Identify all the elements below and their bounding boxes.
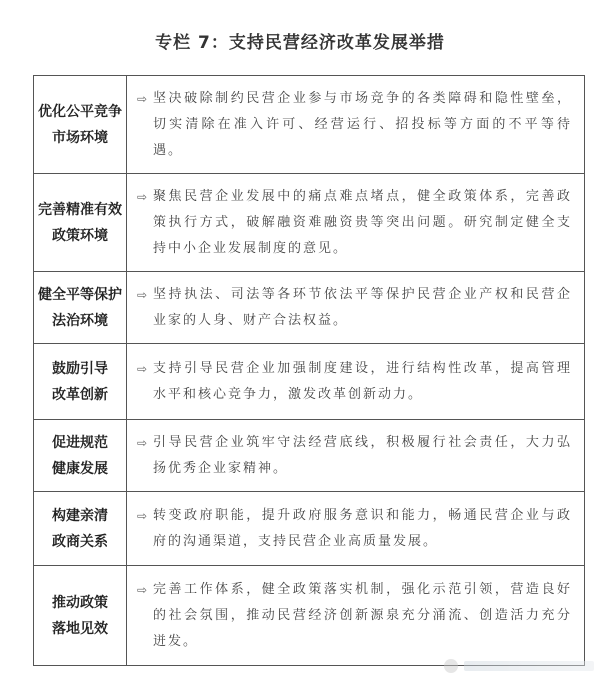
table-row bbox=[34, 174, 585, 272]
row-text: 聚焦民营企业发展中的痛点难点堵点，健全政策体系，完善政策执行方式，破解融资难融资贵等突出问题。研究制定健全支持中小企业发展制度的意见。 bbox=[153, 188, 572, 256]
arrow-marker-icon: ⇨ bbox=[137, 189, 148, 204]
row-heading: 健全平等保护 法治环境 bbox=[34, 272, 127, 344]
table-row bbox=[34, 344, 585, 420]
row-content bbox=[127, 174, 585, 272]
row-content bbox=[127, 272, 585, 344]
arrow-marker-icon: ⇨ bbox=[137, 582, 148, 597]
arrow-marker-icon: ⇨ bbox=[137, 508, 148, 523]
row-text: 引导民营企业筑牢守法经营底线，积极履行社会责任，大力弘扬优秀企业家精神。 bbox=[153, 434, 572, 476]
row-heading: 鼓励引导 改革创新 bbox=[34, 344, 127, 420]
table-row bbox=[34, 566, 585, 666]
table-row bbox=[34, 420, 585, 492]
row-text: 坚决破除制约民营企业参与市场竞争的各类障碍和隐性壁垒，切实清除在准入许可、经营运行、招投标等方面的不平等待遇。 bbox=[153, 90, 572, 158]
row-text: 坚持执法、司法等各环节依法平等保护民营企业产权和民营企业家的人身、财产合法权益。 bbox=[153, 286, 572, 328]
row-heading: 推动政策 落地见效 bbox=[34, 566, 127, 666]
row-content bbox=[127, 566, 585, 666]
row-content bbox=[127, 420, 585, 492]
watermark-icon bbox=[444, 659, 458, 673]
row-text: 支持引导民营企业加强制度建设，进行结构性改革，提高管理水平和核心竞争力，激发改革创新动力。 bbox=[153, 360, 572, 402]
row-heading: 构建亲清 政商关系 bbox=[34, 492, 127, 566]
arrow-marker-icon: ⇨ bbox=[137, 287, 148, 302]
watermark-text-block bbox=[464, 661, 594, 671]
row-text: 转变政府职能，提升政府服务意识和能力，畅通民营企业与政府的沟通渠道，支持民营企业高质量发展。 bbox=[153, 507, 572, 549]
arrow-marker-icon: ⇨ bbox=[137, 361, 148, 376]
table-row bbox=[34, 492, 585, 566]
table-row bbox=[34, 272, 585, 344]
page-title: 专栏 7：支持民营经济改革发展举措 bbox=[155, 33, 445, 53]
row-content bbox=[127, 344, 585, 420]
row-content bbox=[127, 492, 585, 566]
arrow-marker-icon: ⇨ bbox=[137, 91, 148, 106]
row-heading: 促进规范 健康发展 bbox=[34, 420, 127, 492]
row-text: 完善工作体系，健全政策落实机制，强化示范引领，营造良好的社会氛围，推动民营经济创新源泉充分涌流、创造活力充分迸发。 bbox=[153, 581, 572, 649]
row-heading: 完善精准有效 政策环境 bbox=[34, 174, 127, 272]
watermark-logo bbox=[444, 659, 594, 673]
table-row bbox=[34, 76, 585, 174]
row-content bbox=[127, 76, 585, 174]
measures-table bbox=[33, 75, 585, 666]
row-heading: 优化公平竞争 市场环境 bbox=[34, 76, 127, 174]
arrow-marker-icon: ⇨ bbox=[137, 435, 148, 450]
